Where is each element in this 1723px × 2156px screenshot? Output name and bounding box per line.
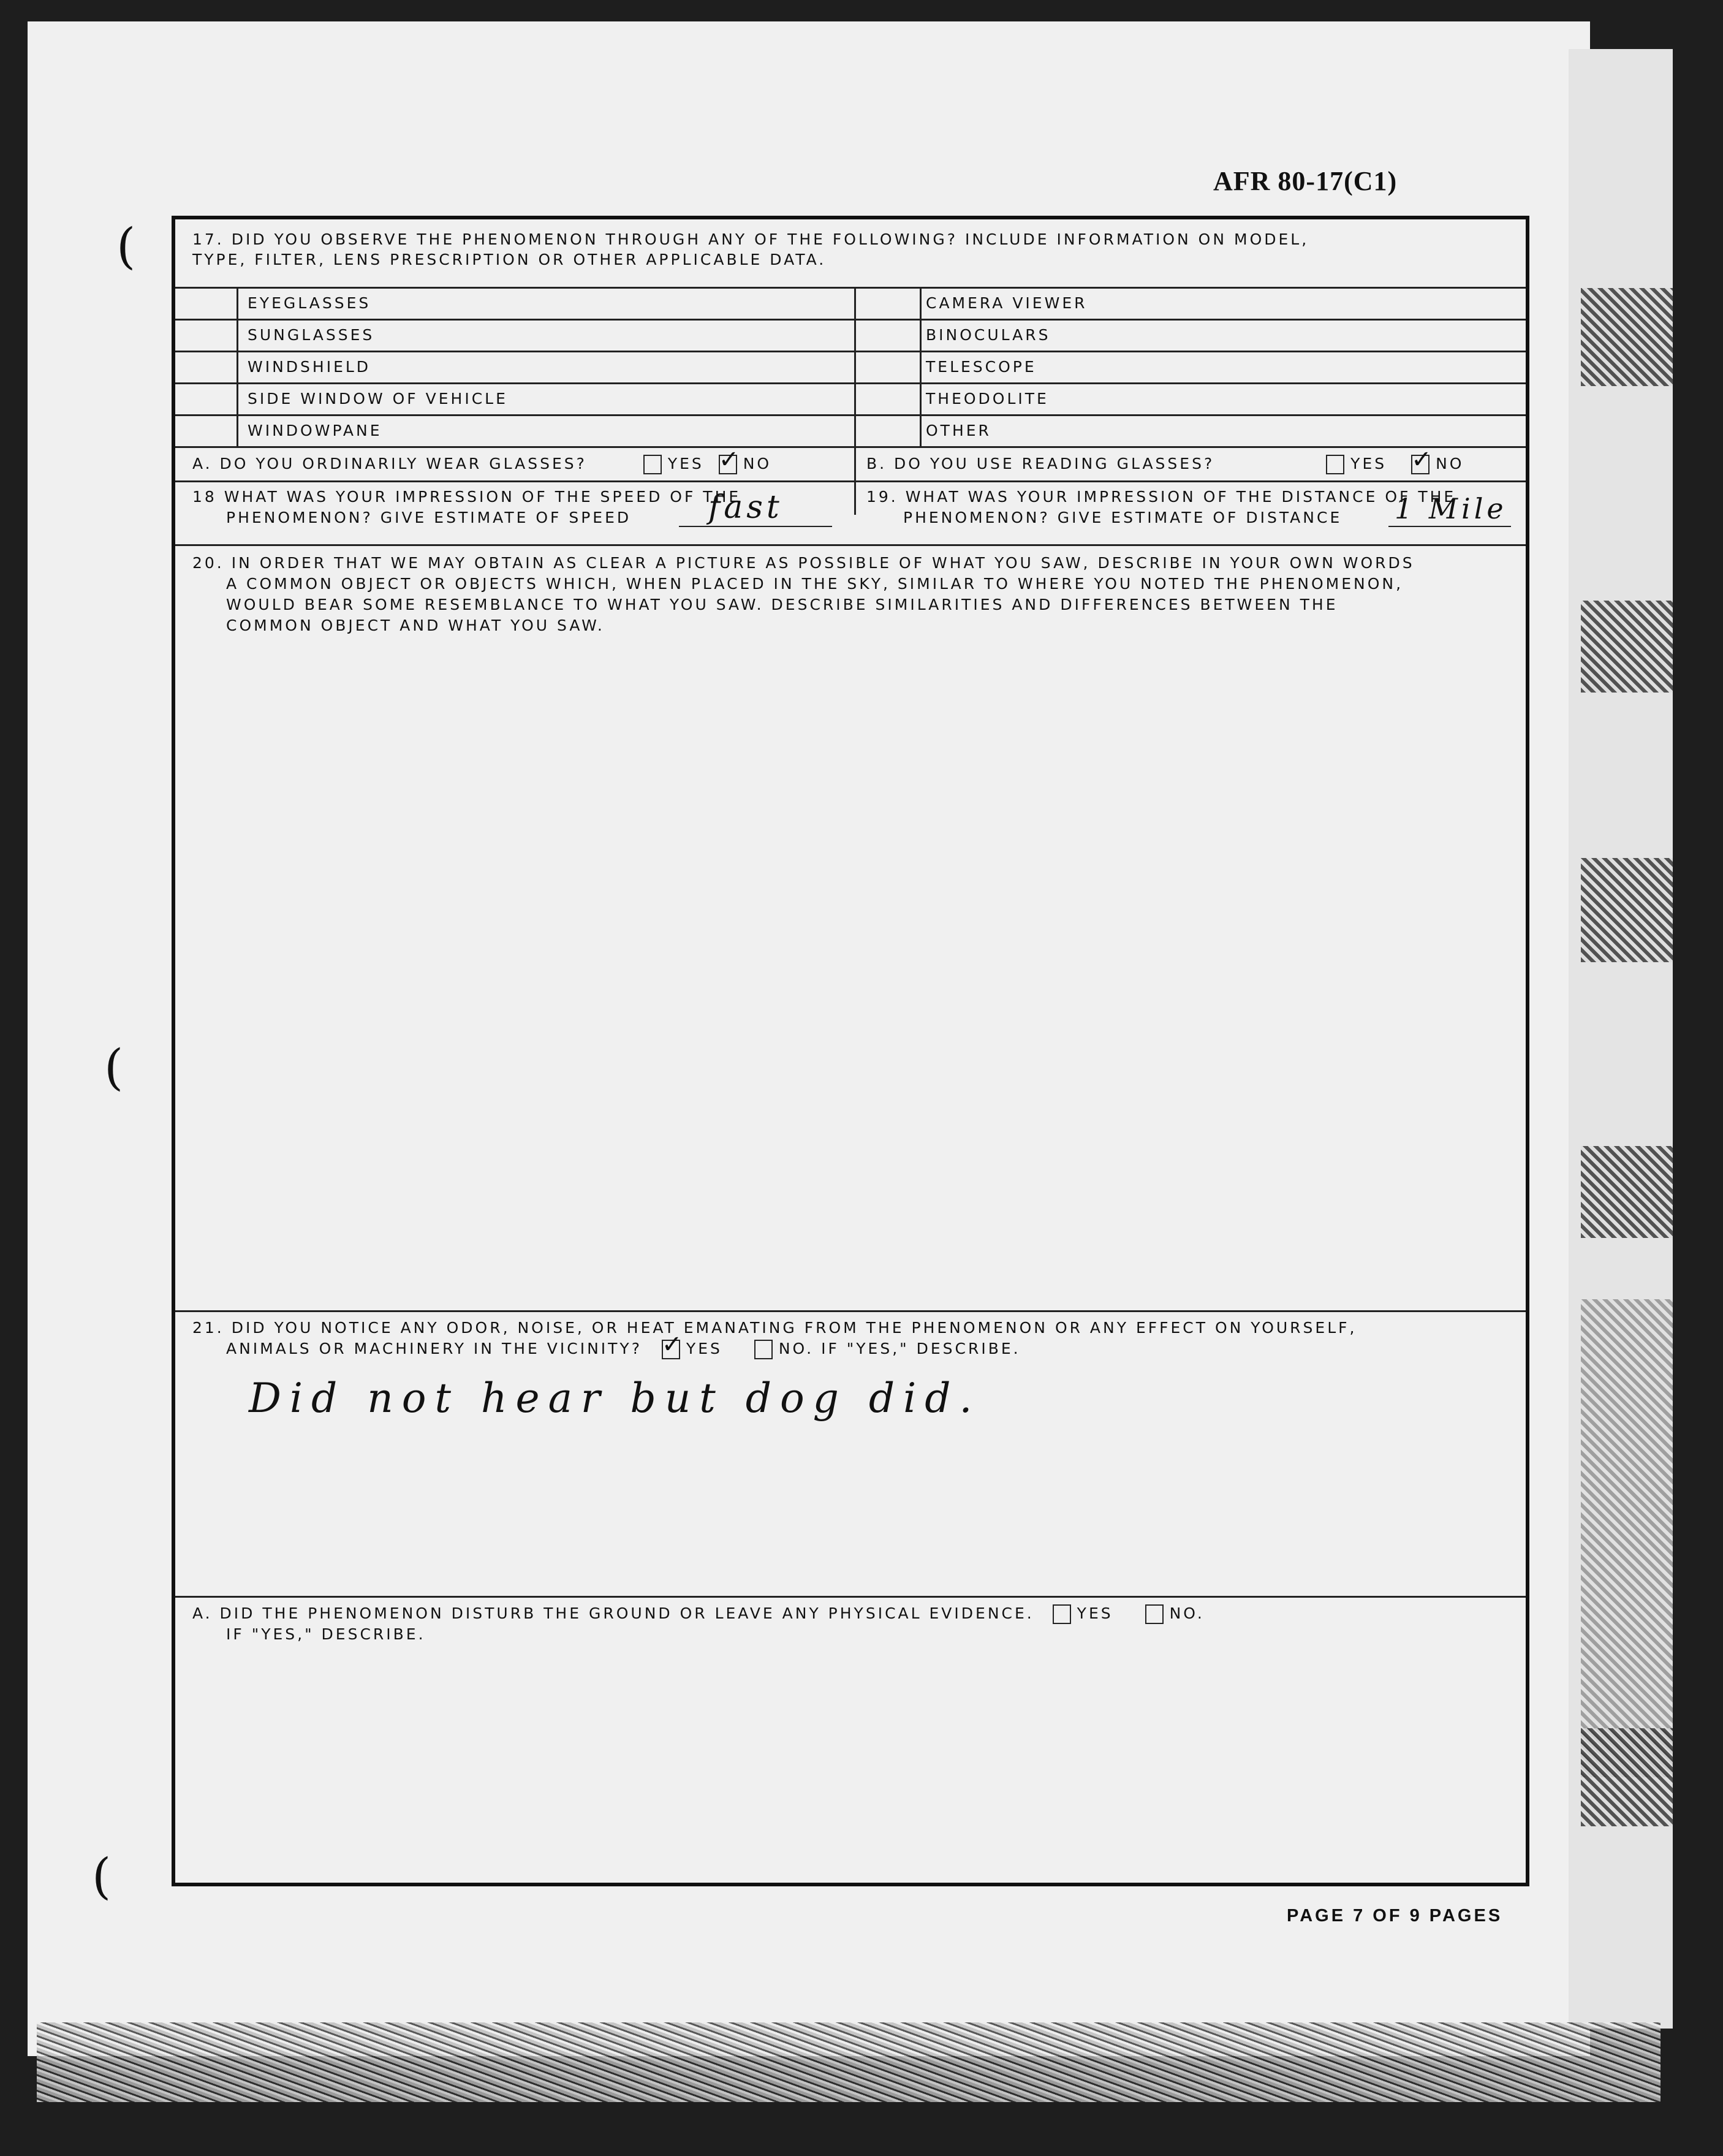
q20-line4: COMMON OBJECT AND WHAT YOU SAW. [226, 617, 605, 634]
q17b-yes-label: YES [1350, 455, 1387, 473]
q17-question-line2: TYPE, FILTER, LENS PRESCRIPTION OR OTHER APPLICABLE DATA. [192, 251, 827, 268]
q19-answer-line [1388, 526, 1511, 527]
divider [175, 446, 1526, 448]
scan-artifact [1581, 858, 1673, 962]
q19-answer: 1 Mile [1395, 492, 1507, 525]
q21a-yes-label: YES [1077, 1604, 1113, 1622]
q18-answer-line [679, 526, 832, 527]
scan-artifact [1581, 1299, 1673, 1777]
q17b-yes-checkbox[interactable] [1326, 455, 1344, 474]
item-camera-viewer: CAMERA VIEWER [926, 294, 1088, 312]
q17a-row [192, 446, 772, 474]
q21-handwritten-answer: Did not hear but dog did. [249, 1375, 981, 1422]
scan-artifact [1581, 1728, 1673, 1826]
divider [175, 319, 1526, 321]
q17b-row [866, 446, 1464, 474]
item-sunglasses: SUNGLASSES [248, 326, 375, 344]
check-mark: ✓ [1411, 446, 1432, 474]
item-telescope: TELESCOPE [926, 358, 1037, 376]
q21a-yes-checkbox[interactable] [1053, 1604, 1071, 1624]
check-mark: ✓ [661, 1330, 683, 1359]
q19-question-line2: PHENOMENON? GIVE ESTIMATE OF DISTANCE [903, 509, 1342, 526]
q17-question: 17. DID YOU OBSERVE THE PHENOMENON THROUGH ANY OF THE FOLLOWING? INCLUDE INFORMATION ON MODEL, [192, 230, 1309, 248]
q17a-yes-checkbox[interactable] [643, 455, 662, 474]
punch-mark: ( [104, 1039, 124, 1096]
item-windowpane: WINDOWPANE [248, 422, 382, 439]
q17b-no-checkbox[interactable] [1411, 446, 1432, 474]
divider [175, 480, 1526, 482]
q21-line2 [226, 1330, 1021, 1359]
q21-yes-label: YES [686, 1340, 722, 1357]
q18-question: 18 WHAT WAS YOUR IMPRESSION OF THE SPEED OF THE [192, 488, 741, 506]
punch-mark: ( [92, 1848, 112, 1905]
q21a-no-label: NO. [1169, 1604, 1205, 1622]
page-number: PAGE 7 OF 9 PAGES [1287, 1906, 1503, 1926]
q20-line3: WOULD BEAR SOME RESEMBLANCE TO WHAT YOU SAW. DESCRIBE SIMILARITIES AND DIFFERENCES BETWEEN THE [226, 596, 1338, 613]
divider [175, 1596, 1526, 1598]
divider [175, 351, 1526, 352]
q19-question: 19. WHAT WAS YOUR IMPRESSION OF THE DISTANCE OF THE [866, 488, 1456, 506]
q18-question-line2: PHENOMENON? GIVE ESTIMATE OF SPEED [226, 509, 632, 526]
q21-prefix: ANIMALS OR MACHINERY IN THE VICINITY? [226, 1340, 642, 1357]
q17b-no-label: NO [1436, 455, 1464, 473]
item-other: OTHER [926, 422, 991, 439]
punch-mark: ( [116, 218, 136, 275]
divider [175, 544, 1526, 546]
q17a-yes-label: YES [667, 455, 704, 473]
q21-line1: 21. DID YOU NOTICE ANY ODOR, NOISE, OR HEAT EMANATING FROM THE PHENOMENON OR ANY EFFECT ON YOURSELF, [192, 1319, 1357, 1337]
scan-artifact [1581, 1146, 1673, 1238]
scan-artifact [1581, 288, 1673, 386]
item-side-window: SIDE WINDOW OF VEHICLE [248, 390, 508, 408]
divider [175, 1310, 1526, 1312]
scan-artifact [1581, 601, 1673, 693]
item-theodolite: THEODOLITE [926, 390, 1049, 408]
item-windshield: WINDSHIELD [248, 358, 371, 376]
scan-artifact-bottom [37, 2022, 1661, 2102]
q21a-no-checkbox[interactable] [1145, 1604, 1164, 1624]
q17b-label: B. DO YOU USE READING GLASSES? [866, 455, 1215, 473]
q20-line2: A COMMON OBJECT OR OBJECTS WHICH, WHEN PLACED IN THE SKY, SIMILAR TO WHERE YOU NOTED THE PHENOMENON, [226, 575, 1404, 593]
observation-form [172, 216, 1529, 1886]
divider [920, 287, 922, 447]
q18-answer: fast [708, 489, 783, 526]
q17a-label: A. DO YOU ORDINARILY WEAR GLASSES? [192, 455, 587, 473]
q20-line1: 20. IN ORDER THAT WE MAY OBTAIN AS CLEAR A PICTURE AS POSSIBLE OF WHAT YOU SAW, DESCRIBE IN YOUR OWN WORDS [192, 554, 1415, 572]
check-mark: ✓ [718, 446, 740, 474]
q17a-no-checkbox[interactable] [718, 446, 740, 474]
q21-no-checkbox[interactable] [754, 1340, 773, 1359]
item-eyeglasses: EYEGLASSES [248, 294, 371, 312]
item-binoculars: BINOCULARS [926, 326, 1051, 344]
form-id: AFR 80-17(C1) [1213, 166, 1398, 196]
q21a-prefix: A. DID THE PHENOMENON DISTURB THE GROUND OR LEAVE ANY PHYSICAL EVIDENCE. [192, 1604, 1034, 1622]
q21a-line1 [192, 1603, 1205, 1624]
divider [237, 287, 238, 447]
q21-yes-checkbox[interactable] [661, 1330, 683, 1359]
q17a-no-label: NO [743, 455, 772, 473]
q21-no-label: NO. IF "YES," DESCRIBE. [778, 1340, 1021, 1357]
divider [175, 287, 1526, 289]
q21a-line2: IF "YES," DESCRIBE. [226, 1625, 426, 1643]
